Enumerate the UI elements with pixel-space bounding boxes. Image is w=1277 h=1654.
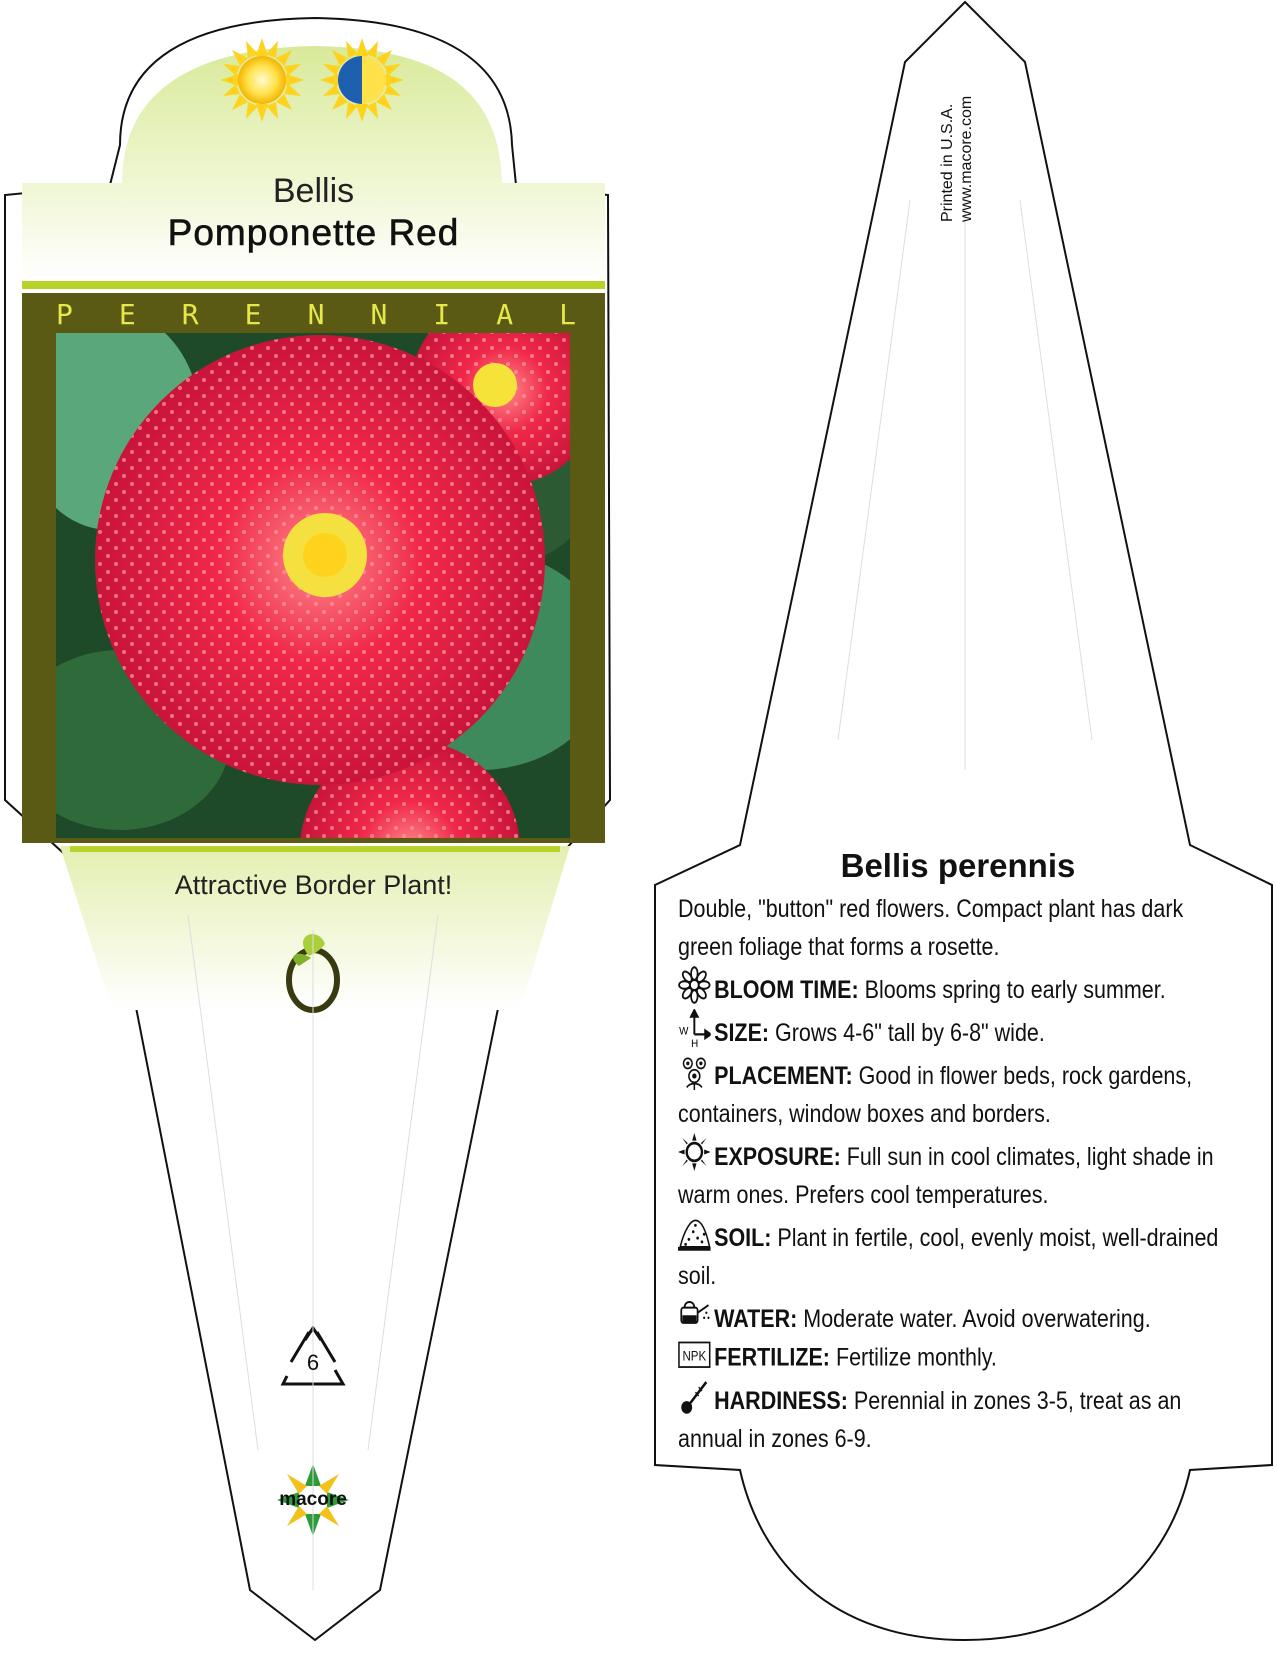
care-attribute-row [678,1295,1237,1338]
care-attribute-text: Plant in fertile, cool, evenly moist, well-drained soil. [678,1224,1219,1290]
category-letter: I [433,298,451,331]
thermometer-icon [678,1377,711,1407]
care-attribute-label: EXPOSURE: [714,1143,841,1171]
care-attribute-label: FERTILIZE: [714,1343,830,1372]
category-letter: L [559,298,576,331]
category-letter: R [181,298,199,331]
care-attribute-row [678,1214,1237,1295]
category-letter: E [118,298,136,331]
full-sun-icon [220,38,304,122]
category-letter: N [307,298,325,331]
care-attribute-text: Full sun in cool climates, light shade in warm ones. Prefers cool temperatures. [678,1143,1214,1209]
category-letter: E [244,298,262,331]
care-attribute-text: Grows 4-6" tall by 6-8" wide. [769,1019,1045,1047]
svg-text:H: H [691,1037,699,1047]
care-attribute-row [678,1338,1237,1377]
category-letter: P [56,298,73,331]
care-attribute-row [678,966,1237,1009]
genus-name: Bellis [272,172,355,210]
svg-text:NPK: NPK [682,1348,707,1364]
printed-note [938,52,976,222]
category-letter: A [496,298,514,331]
care-attribute-text: Blooms spring to early summer. [858,976,1166,1004]
flower-icon [678,966,711,996]
care-instructions [678,846,1238,1458]
care-attribute-label: SIZE: [714,1019,770,1047]
care-attribute-label: PLACEMENT: [714,1062,853,1090]
recycle-code: 6 [306,1350,320,1375]
care-attribute-text: Fertilize monthly. [829,1343,997,1372]
npk-icon [678,1338,711,1368]
care-attribute-row [678,1133,1237,1214]
category-label [56,298,576,331]
care-attribute-label: HARDINESS: [714,1386,848,1415]
svg-text:W: W [679,1024,689,1038]
description: Double, "button" red flowers. Compact plant has dark green foliage that forms a rosette. [678,895,1184,961]
watering-can-icon [678,1295,711,1325]
category-letter: N [370,298,388,331]
tagline: Attractive Border Plant! [174,870,453,900]
care-attribute-label: SOIL: [714,1224,772,1252]
care-attribute-text: Moderate water. Avoid overwatering. [797,1305,1151,1333]
care-attribute-text: Good in flower beds, rock gardens, containers, window boxes and borders. [678,1062,1193,1128]
variety-name: Pomponette Red [167,212,460,253]
website-line: www.macore.com [958,95,975,222]
botanical-name: Bellis perennis [840,847,1076,884]
care-attribute-label: WATER: [714,1305,798,1333]
care-attribute-label: BLOOM TIME: [714,976,859,1004]
care-attribute-row [678,1052,1237,1133]
part-shade-icon [320,38,404,122]
sun-outline-icon [678,1133,711,1163]
printed-line: Printed in U.S.A. [939,103,956,222]
care-attribute-row [678,1377,1237,1458]
care-attribute-row [678,1009,1237,1052]
placement-flowers-icon [678,1052,711,1082]
brand-name: macore [279,1489,347,1510]
care-attribute-text: Perennial in zones 3-5, treat as an annual in zones 6-9. [678,1386,1182,1453]
size-arrows-icon [678,1009,711,1047]
soil-pile-icon [678,1214,711,1244]
